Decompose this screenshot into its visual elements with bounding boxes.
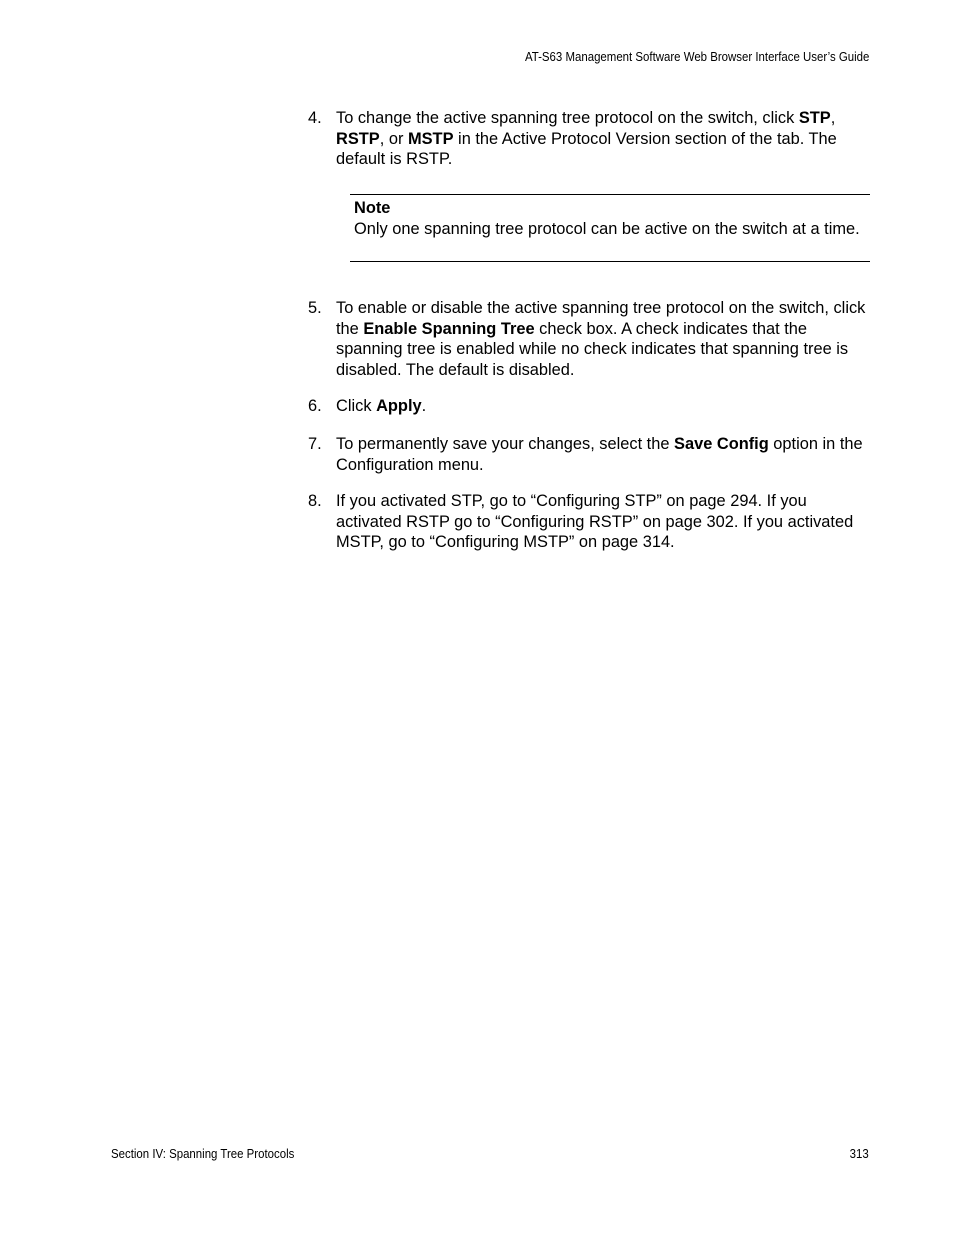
page-number: 313 [849, 1146, 869, 1161]
step-5 [308, 298, 873, 380]
step-text: To permanently save your changes, select the Save Config option in the Configuration menu. [336, 435, 863, 474]
step-number: 8. [308, 492, 322, 510]
step-text: If you activated STP, go to “Configuring STP” on page 294. If you activated RSTP go to “Configuring RSTP” on page 302. If you activated MSTP, go to “Configuring MSTP” on page 314. [336, 492, 854, 551]
save-config-term: Save Config [674, 435, 769, 453]
stp-term: STP [798, 109, 831, 127]
step-number: 7. [308, 435, 322, 453]
step-text: To change the active spanning tree protocol on the switch, click STP, RSTP, or MSTP in the Active Protocol Version section of the tab. The default is RSTP. [336, 109, 837, 168]
step-4 [308, 108, 873, 170]
rstp-term: RSTP [336, 129, 380, 148]
note-text: Only one spanning tree protocol can be active on the switch at a time. [354, 219, 860, 238]
step-text: Click Apply. [336, 397, 427, 415]
step-number: 4. [308, 109, 322, 127]
enable-spanning-tree-term: Enable Spanning Tree [363, 319, 535, 338]
note-box [350, 194, 870, 262]
note-title: Note [354, 199, 391, 217]
step-text: To enable or disable the active spanning tree protocol on the switch, click the Enable Spanning Tree check box. A check indicates that the spanning tree is enabled while no check indicates that spanning tree is disabled. The default is disabled. [336, 299, 866, 379]
footer-section: Section IV: Spanning Tree Protocols [111, 1146, 295, 1161]
step-8 [308, 491, 873, 553]
apply-term: Apply [376, 397, 422, 415]
step-number: 6. [308, 397, 322, 415]
mstp-term: MSTP [407, 129, 454, 148]
step-6 [308, 396, 873, 417]
step-7 [308, 434, 873, 475]
running-header: AT-S63 Management Software Web Browser Interface User’s Guide [524, 49, 869, 64]
step-number: 5. [308, 299, 322, 317]
